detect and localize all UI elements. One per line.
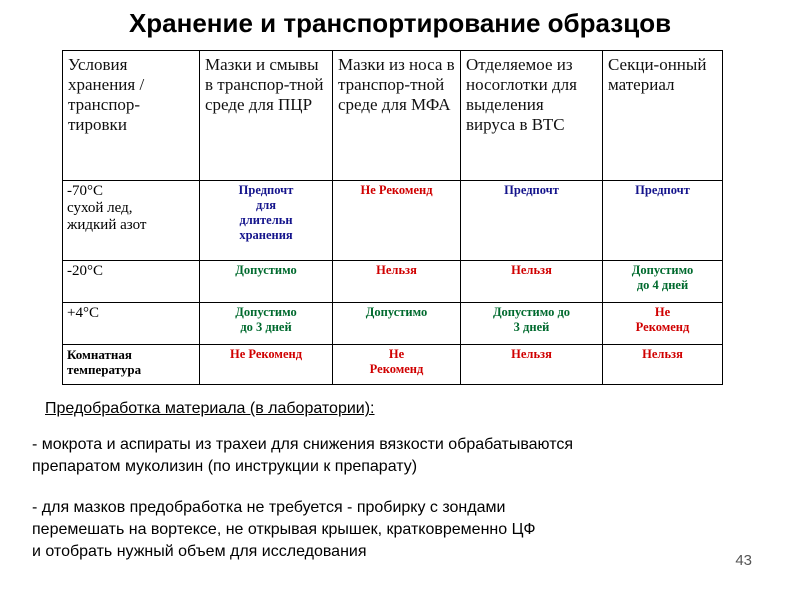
table-cell: Допустимо — [333, 303, 461, 345]
row-label: Комнатная температура — [63, 345, 200, 385]
table-row — [63, 345, 723, 385]
row-label: -20°С — [63, 261, 200, 303]
table-cell: Не Рекоменд — [200, 345, 333, 385]
page-number: 43 — [735, 552, 752, 569]
table-header-row — [63, 51, 723, 181]
pretreatment-bullet: - для мазков предобработка не требуется - пробирку с зондами перемешать на вортексе, не открывая крышек, кратковременно ЦФ и отобрать нужный объем для исследования — [32, 499, 536, 560]
header-nasopharynx-discharge: Отделяемое из носоглотки для выделения вируса в ВТС — [461, 51, 603, 181]
table-cell: Не Рекоменд — [603, 303, 723, 345]
header-mfa-nasal-swabs: Мазки из носа в транспор-тной среде для МФА — [333, 51, 461, 181]
table-cell: Предпочт — [603, 181, 723, 261]
table-cell: Нельзя — [461, 345, 603, 385]
table-cell: Нельзя — [603, 345, 723, 385]
table-cell: Допустимо до 4 дней — [603, 261, 723, 303]
table-cell: Нельзя — [461, 261, 603, 303]
header-section-material: Секци-онный материал — [603, 51, 723, 181]
row-label: -70°С сухой лед, жидкий азот — [63, 181, 200, 261]
table-cell: Нельзя — [333, 261, 461, 303]
table-cell: Предпочт — [461, 181, 603, 261]
row-label: +4°С — [63, 303, 200, 345]
slide-title: Хранение и транспортирование образцов — [128, 8, 672, 38]
header-pcr-swabs: Мазки и смывы в транспор-тной среде для ПЦР — [200, 51, 333, 181]
storage-conditions-table — [62, 50, 723, 385]
pretreatment-bullet: - мокрота и аспираты из трахеи для снижения вязкости обрабатываются препаратом муколизин (по инструкции к препарату) — [32, 436, 574, 475]
pretreatment-heading: Предобработка материала (в лаборатории): — [45, 400, 375, 417]
table-row — [63, 261, 723, 303]
table-cell: Допустимо до 3 дней — [200, 303, 333, 345]
table-cell: Не Рекоменд — [333, 181, 461, 261]
header-conditions: Условия хранения /транспор-тировки — [63, 51, 200, 181]
table-cell: Предпочт для длительн хранения — [200, 181, 333, 261]
table-row — [63, 303, 723, 345]
table-cell: Допустимо до 3 дней — [461, 303, 603, 345]
table-cell: Не Рекоменд — [333, 345, 461, 385]
table-row — [63, 181, 723, 261]
table-cell: Допустимо — [200, 261, 333, 303]
